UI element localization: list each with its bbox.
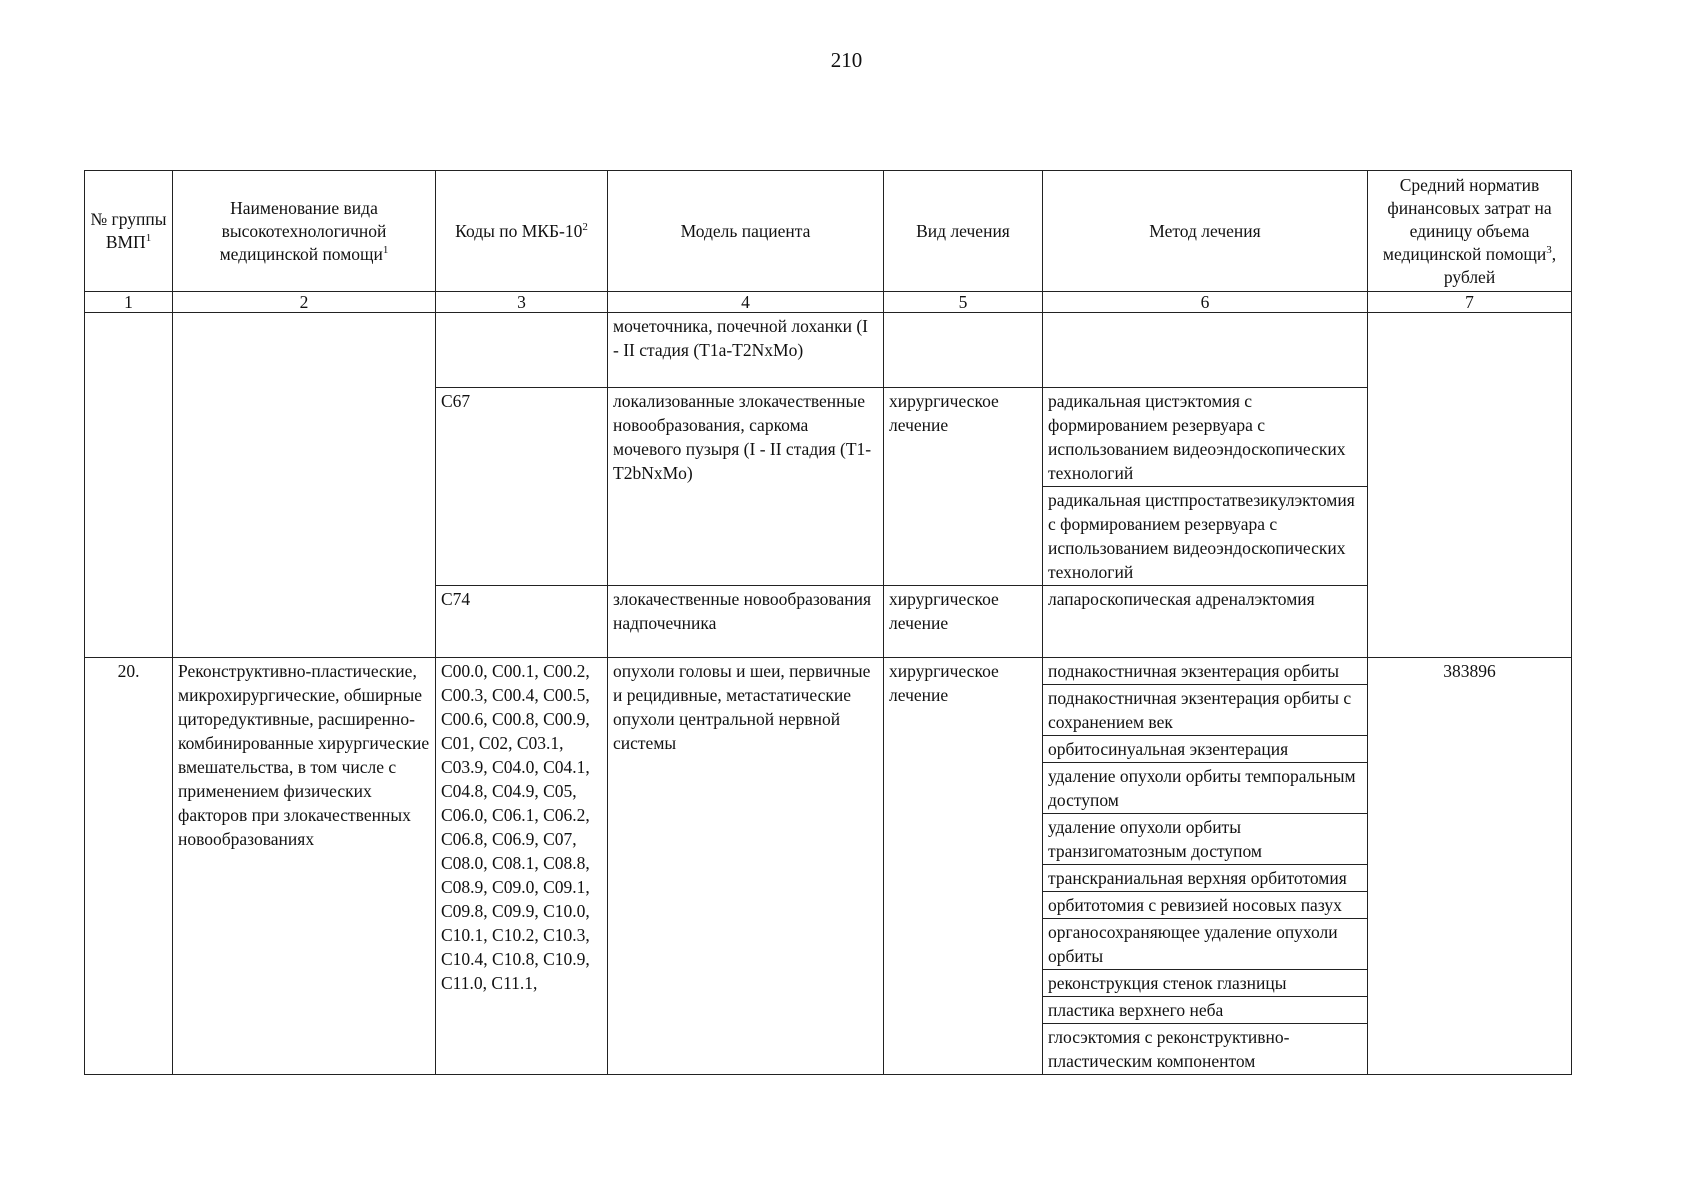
patient-model-cell: локализованные злокачественные новообразования, саркома мочевого пузыря (I - II стадия (T1-T2bNxMo) — [608, 388, 884, 586]
header-icd-codes: Коды по МКБ-$10^2$ — [436, 171, 608, 292]
treatment-type-cell — [884, 313, 1043, 388]
header-cost: Средний норматив финансовых затрат на единицу объема медицинской помощи$^3$, рублей — [1368, 171, 1572, 292]
method-item: орбитосинуальная экзентерация — [1043, 736, 1367, 763]
group-number-cell: 20. — [85, 658, 173, 1075]
method-item: реконструкция стенок глазницы — [1043, 970, 1367, 997]
icd-codes-cell: C00.0, C00.1, C00.2, C00.3, C00.4, C00.5, C00.6, C00.8, C00.9, C01, C02, C03.1, C03.9, C04.0, C04.1, C04.8, C04.9, C05, C06.0, C06.1, C06.2, C06.8, C06.9, C07, C08.0, C08.1, C08.8, C08.9, C09.0, C09.1, C09.8, C09.9, C10.0, C10.1, C10.2, C10.3, C10.4, C10.8, C10.9, C11.0, C11.1, — [436, 658, 608, 1075]
header-treatment-type: Вид лечения — [884, 171, 1043, 292]
treatment-method-cell: лапароскопическая адреналэктомия — [1043, 586, 1368, 658]
care-type-cell: Реконструктивно-пластические, микрохирургические, обширные циторедуктивные, расширенно-комбинированные хирургические вмешательства, в том числе с применением физических факторов при злокачественных новообразованиях — [173, 658, 436, 1075]
treatment-type-cell: хирургическое лечение — [884, 586, 1043, 658]
column-number: 1 — [85, 292, 173, 313]
header-patient-model: Модель пациента — [608, 171, 884, 292]
method-item: радикальная цистпростатвезикулэктомия с формированием резервуара с использованием видеоэндоскопических технологий — [1048, 490, 1355, 582]
column-number: 2 — [173, 292, 436, 313]
icd-codes-cell: C74 — [436, 586, 608, 658]
page-number: 210 — [830, 48, 863, 72]
cost-cell: 383896 — [1368, 658, 1572, 1075]
table-row-group-20 — [85, 658, 1572, 1075]
method-item: орбитотомия с ревизией носовых пазух — [1043, 892, 1367, 919]
patient-model-cell: опухоли головы и шеи, первичные и рецидивные, метастатические опухоли центральной нервной системы — [608, 658, 884, 1075]
header-care-type: Наименование вида высокотехнологичной медицинской помощи$^1$ — [173, 171, 436, 292]
header-treatment-method: Метод лечения — [1043, 171, 1368, 292]
treatment-method-cell — [1043, 658, 1368, 1075]
column-number: 7 — [1368, 292, 1572, 313]
icd-codes-cell: C67 — [436, 388, 608, 586]
method-item: глосэктомия с реконструктивно-пластическим компонентом — [1048, 1027, 1290, 1071]
method-item: поднакостничная экзентерация орбиты — [1043, 658, 1367, 685]
treatment-method-cell — [1043, 388, 1368, 586]
method-item: радикальная цистэктомия с формированием резервуара с использованием видеоэндоскопических технологий — [1043, 388, 1367, 487]
header-group-number: № группы ВМП$^1$ — [85, 171, 173, 292]
column-number-row — [85, 292, 1572, 313]
column-number: 3 — [436, 292, 608, 313]
patient-model-cell: мочеточника, почечной лоханки (I - II стадия (T1a-T2NxMo) — [608, 313, 884, 388]
method-item: пластика верхнего неба — [1043, 997, 1367, 1024]
method-item: органосохраняющее удаление опухоли орбиты — [1043, 919, 1367, 970]
care-type-cell — [173, 313, 436, 658]
group-number-cell — [85, 313, 173, 658]
treatment-type-cell: хирургическое лечение — [884, 658, 1043, 1075]
column-number: 6 — [1043, 292, 1368, 313]
vmp-table — [84, 170, 1572, 1075]
method-item: поднакостничная экзентерация орбиты с сохранением век — [1043, 685, 1367, 736]
treatment-type-cell: хирургическое лечение — [884, 388, 1043, 586]
column-number: 5 — [884, 292, 1043, 313]
column-number: 4 — [608, 292, 884, 313]
header-row — [85, 171, 1572, 292]
table-row — [85, 313, 1572, 388]
patient-model-cell: злокачественные новообразования надпочечника — [608, 586, 884, 658]
treatment-method-cell — [1043, 313, 1368, 388]
method-item: транскраниальная верхняя орбитотомия — [1043, 865, 1367, 892]
method-item: удаление опухоли орбиты темпоральным доступом — [1043, 763, 1367, 814]
icd-codes-cell — [436, 313, 608, 388]
cost-cell — [1368, 313, 1572, 658]
method-item: удаление опухоли орбиты транзигоматозным доступом — [1043, 814, 1367, 865]
